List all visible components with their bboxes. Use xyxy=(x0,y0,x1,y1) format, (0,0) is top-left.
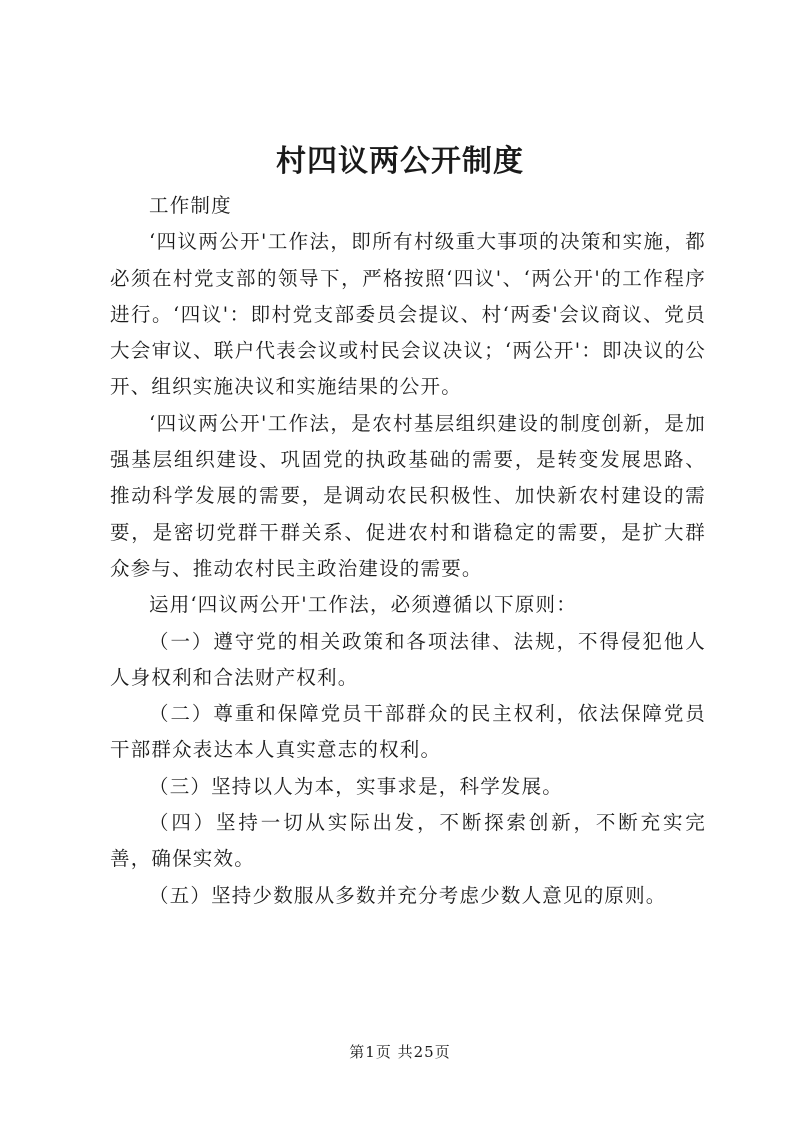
principle-item-2: （二）尊重和保障党员干部群众的民主权利，依法保障党员干部群众表达本人真实意志的权利。 xyxy=(110,702,706,762)
principle-item-1: （一）遵守党的相关政策和各项法律、法规，不得侵犯他人人身权利和合法财产权利。 xyxy=(110,629,706,689)
paragraph-significance: ‘四议两公开'工作法，是农村基层组织建设的制度创新，是加强基层组织建设、巩固党的执政基础的需要，是转变发展思路、推动科学发展的需要，是调动农民积极性、加快新农村建设的需要，是密切党群干群关系、促进农村和谐稳定的需要，是扩大群众参与、推动农村民主政治建设的需要。 xyxy=(110,411,706,580)
document-body xyxy=(110,188,706,914)
page-title: 村四议两公开制度 xyxy=(276,144,524,179)
paragraph-definition: ‘四议两公开'工作法，即所有村级重大事项的决策和实施，都必须在村党支部的领导下，严格按照‘四议'、‘两公开'的工作程序进行。‘四议'：即村党支部委员会提议、村‘两委'会议商议、党员大会审议、联户代表会议或村民会议决议；‘两公开'：即决议的公开、组织实施决议和实施结果的公开。 xyxy=(110,230,706,399)
principle-item-4: （四）坚持一切从实际出发，不断探索创新，不断充实完善，确保实效。 xyxy=(110,811,706,871)
principle-item-5: （五）坚持少数服从多数并充分考虑少数人意见的原则。 xyxy=(149,883,667,907)
principle-item-3: （三）坚持以人为本，实事求是，科学发展。 xyxy=(149,774,564,798)
paragraph-principles-intro: 运用‘四议两公开'工作法，必须遵循以下原则： xyxy=(149,593,577,617)
paragraph-section-heading: 工作制度 xyxy=(149,194,232,217)
page-number-footer: 第1页 共25页 xyxy=(349,1043,451,1061)
